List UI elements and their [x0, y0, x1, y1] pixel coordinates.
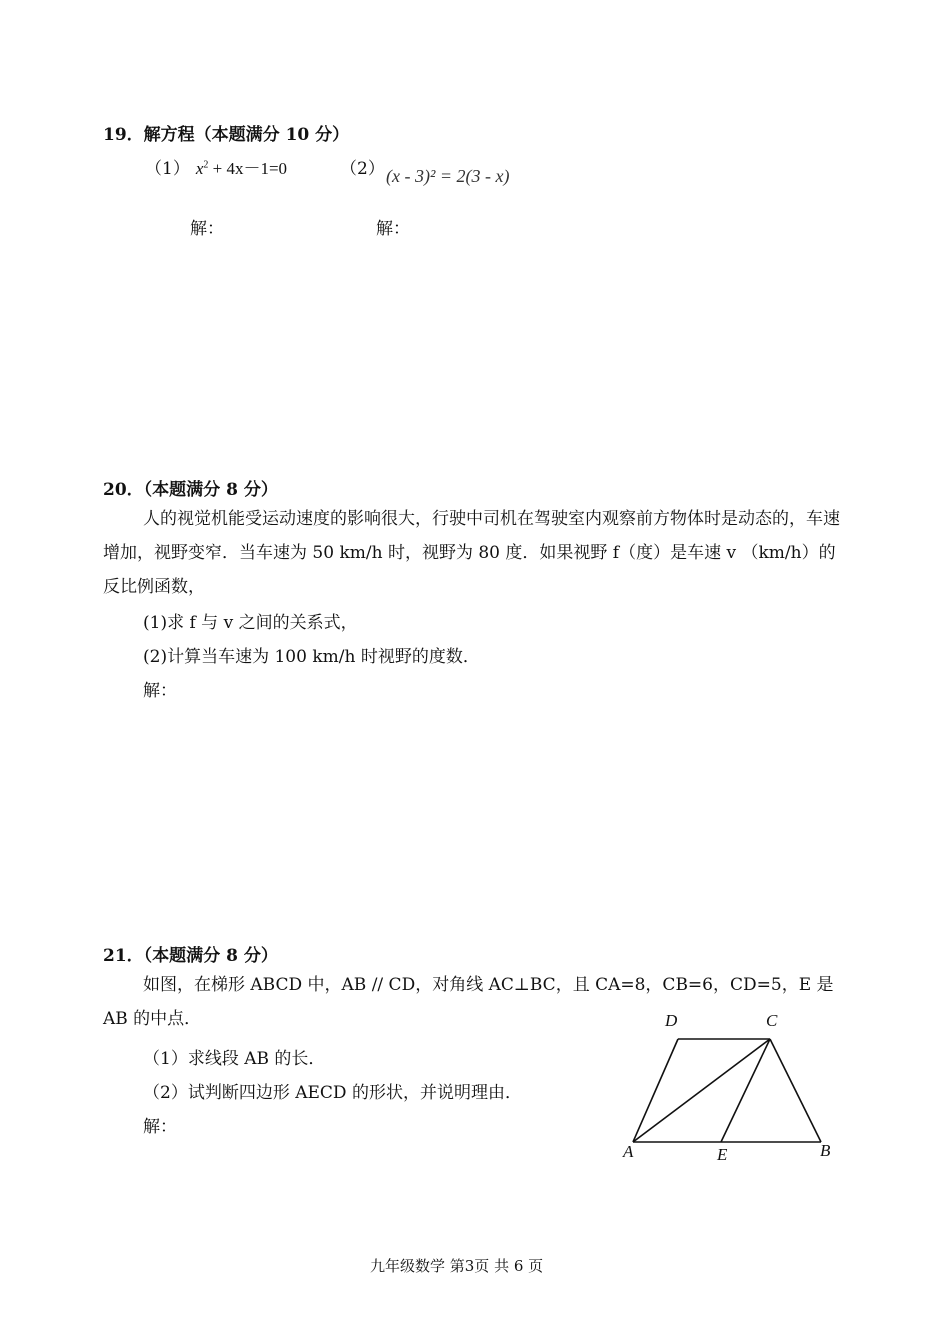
- q21-paragraph: 如图，在梯形 ABCD 中，AB // CD，对角线 AC⊥BC，且 CA=8，CB=6，CD=5，E 是 AB 的中点．: [103, 975, 834, 1029]
- q21-solve: 解：: [143, 1117, 177, 1137]
- segment-ce: [721, 1039, 770, 1142]
- q19-part1-label: （1）: [145, 159, 190, 179]
- q20-item-1: (1)求 f 与 v 之间的关系式，: [143, 613, 358, 633]
- q19-solve-2: 解：: [376, 219, 410, 239]
- label-d: D: [665, 1011, 678, 1030]
- segment-ad: [633, 1039, 678, 1142]
- q19-solve-1: 解：: [190, 219, 224, 239]
- segment-ac: [633, 1039, 770, 1142]
- q20-solve: 解：: [143, 681, 177, 701]
- q21-item-2: （2）试判断四边形 AECD 的形状，并说明理由．: [143, 1083, 522, 1103]
- q20-item-2: (2)计算当车速为 100 km/h 时视野的度数．: [143, 647, 480, 667]
- q19-part1-equation: $x^2 + 4x-1=0$: [195, 159, 288, 178]
- q21-item-1: （1）求线段 AB 的长．: [143, 1049, 326, 1069]
- segment-cb: [770, 1039, 821, 1142]
- q19-title: 19．解方程（本题满分 10 分）: [103, 125, 350, 145]
- label-c: C: [766, 1011, 778, 1030]
- label-a: A: [623, 1142, 634, 1161]
- q19-part2-equation: (x - 3)² = 2(3 - x): [386, 166, 510, 186]
- label-e: E: [717, 1145, 728, 1164]
- q21-title: 21．（本题满分 8 分）: [103, 946, 278, 966]
- q20-paragraph: 人的视觉机能受运动速度的影响很大，行驶中司机在驾驶室内观察前方物体时是动态的，车速增加，视野变窄．当车速为 50 km/h 时，视野为 80 度．如果视野 f（度）是车速 v （km/h）的反比例函数，: [103, 509, 840, 597]
- q19-part1: [145, 154, 287, 179]
- q19-part2-label: （2）: [340, 159, 385, 179]
- label-b: B: [820, 1141, 831, 1160]
- trapezoid-figure: [610, 1000, 850, 1175]
- q20-title: 20．（本题满分 8 分）: [103, 480, 278, 500]
- page-footer: 九年级数学 第3页 共 6 页: [370, 1257, 544, 1275]
